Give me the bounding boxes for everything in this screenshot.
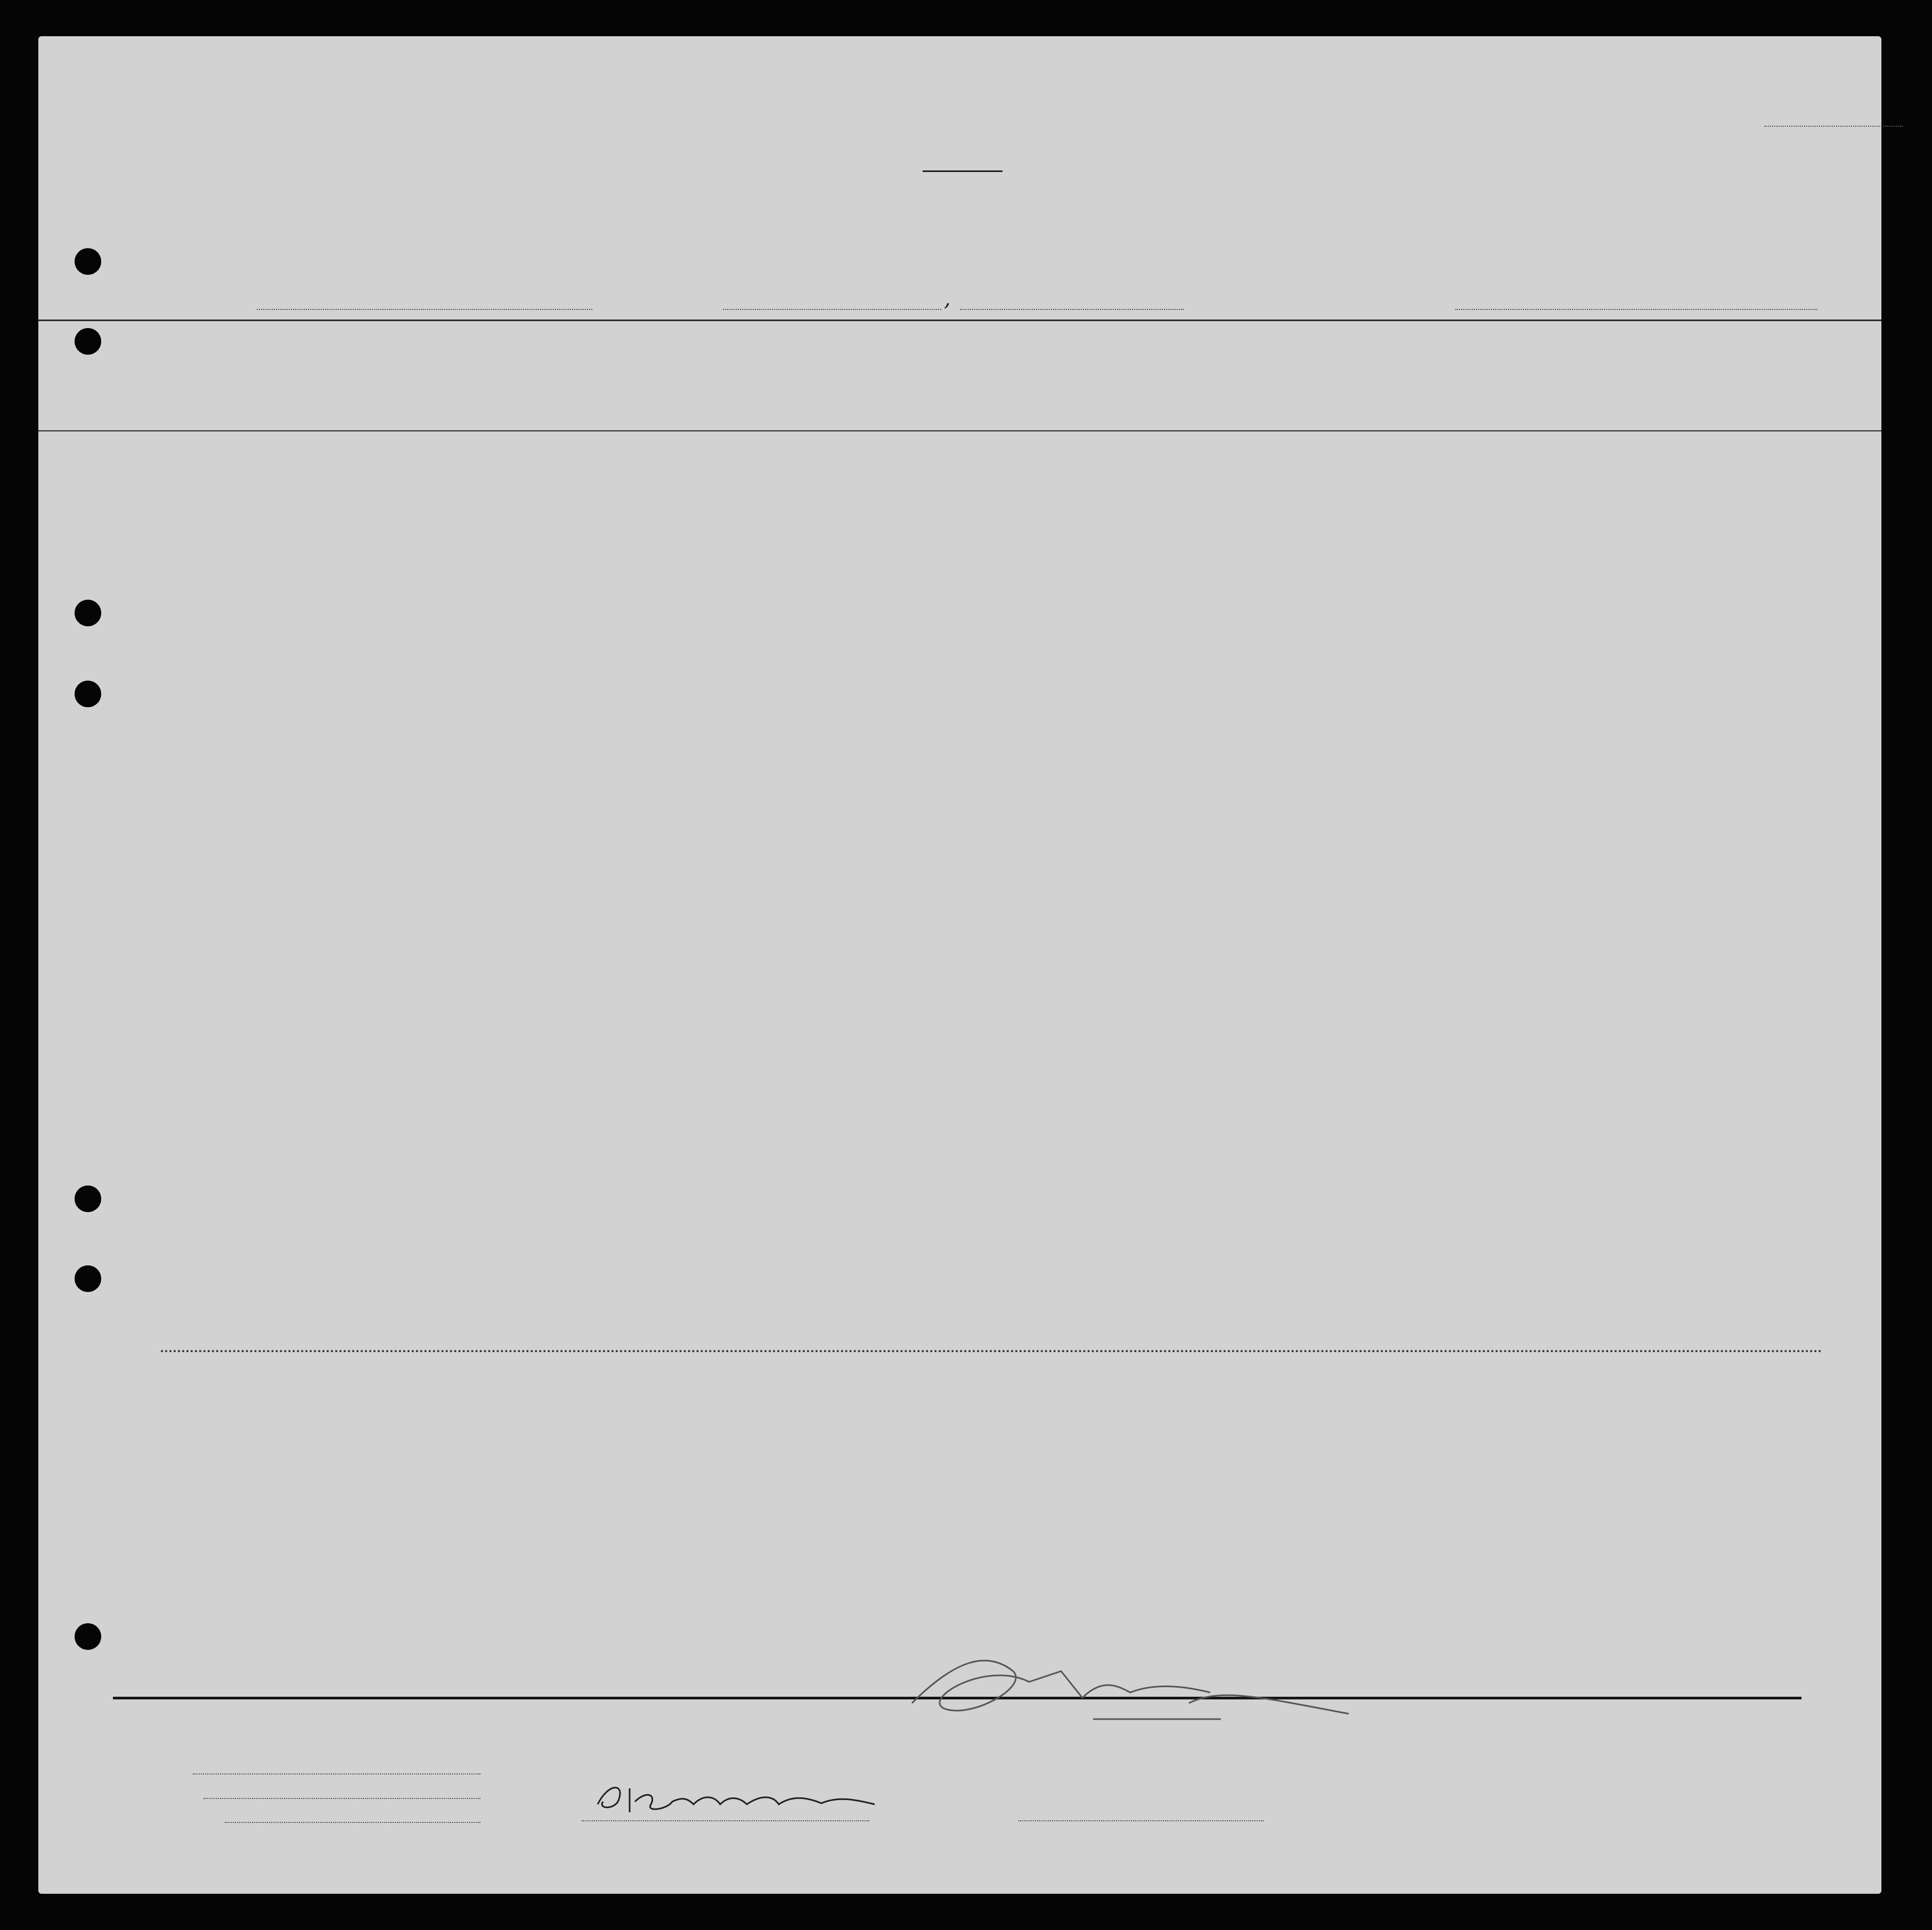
punch-hole: [75, 1265, 101, 1292]
date-dotline: [960, 309, 1184, 310]
punch-hole: [75, 248, 101, 275]
sheet-no-line: [1764, 126, 1903, 127]
inspector-signature: [891, 1639, 1370, 1735]
vessel-dotline: [257, 309, 592, 310]
agents-dotline: [225, 1822, 480, 1823]
table-top-rule: [38, 320, 1881, 321]
punch-hole: [75, 681, 101, 707]
punch-hole: [75, 1623, 101, 1650]
purser-signature: [587, 1772, 885, 1820]
punch-hole: [75, 1185, 101, 1212]
title-underline: [923, 170, 1002, 172]
punch-hole: [75, 600, 101, 626]
purser-dotline: [582, 1820, 869, 1821]
checkmarks: [518, 433, 694, 1706]
row-24-strikeout: [161, 1350, 1823, 1353]
from-dotline: [1455, 309, 1817, 310]
manifest-sheet: ,: [38, 36, 1881, 1894]
header-bottom-rule: [38, 430, 1881, 431]
port-dotline: [723, 309, 941, 310]
line-dotline: [193, 1773, 480, 1774]
inspector-dotline: [1018, 1820, 1263, 1821]
owners-dotline: [203, 1798, 480, 1799]
punch-hole: [75, 328, 101, 355]
